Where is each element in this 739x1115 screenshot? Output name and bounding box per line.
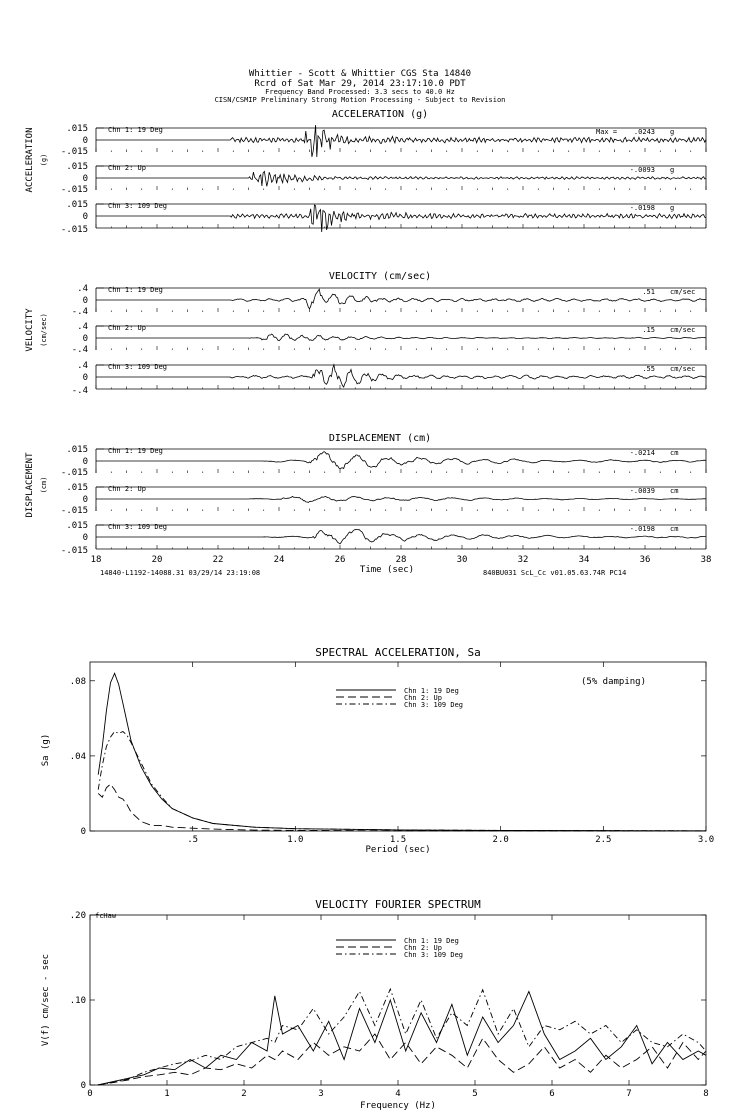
time-tick-label: 38 (700, 555, 712, 565)
velocity-traces (72, 284, 706, 396)
y-tick-label: .015 (66, 200, 88, 210)
sa-title: SPECTRAL ACCELERATION, Sa (315, 646, 481, 659)
time-axis (91, 555, 712, 565)
y-tick-label: 0 (82, 373, 88, 383)
y-tick-label: .10 (69, 996, 86, 1006)
header-line1: Whittier - Scott & Whittier CGS Sta 14840 (248, 69, 472, 79)
x-tick-label: 1.0 (287, 835, 304, 845)
plot-frame (90, 915, 706, 1085)
sa-plot (70, 662, 714, 845)
fs-corner-label: fcHaw (95, 912, 117, 920)
y-tick-label: 0 (82, 296, 88, 306)
time-tick-label: 32 (517, 555, 529, 565)
y-tick-label: .015 (66, 162, 88, 172)
y-tick-label: -.015 (60, 225, 88, 235)
sa-damping-note: (5% damping) (581, 677, 647, 687)
y-tick-label: -.015 (60, 506, 88, 516)
legend-label: Chn 2: Up (404, 944, 442, 952)
channel-label: Chn 2: Up (108, 485, 146, 493)
channel-label: Chn 2: Up (108, 164, 146, 172)
waveform-trace (96, 365, 706, 387)
y-tick-label: .015 (66, 521, 88, 531)
sa-y-axis-label: Sa (g) (41, 733, 51, 767)
channel-label: Chn 3: 109 Deg (108, 523, 168, 531)
y-tick-label: 0 (82, 457, 88, 467)
channel-label: Chn 3: 109 Deg (108, 363, 168, 371)
peak-unit: g (670, 128, 675, 136)
y-tick-label: 0 (80, 827, 86, 837)
y-tick-label: -.4 (71, 345, 88, 355)
peak-unit: cm (670, 449, 679, 457)
time-tick-label: 28 (395, 555, 407, 565)
max-prefix: Max = (596, 128, 618, 136)
sa-x-axis-label: Period (sec) (365, 845, 431, 855)
time-tick-label: 30 (456, 555, 468, 565)
peak-value: -.0198 (629, 204, 655, 212)
series-line-1 (98, 673, 706, 831)
velocity-title: VELOCITY (cm/sec) (328, 271, 432, 282)
velocity-side-label: VELOCITY (25, 308, 35, 352)
series-line-2 (98, 1034, 706, 1085)
acceleration-group (25, 109, 706, 235)
acceleration-title: ACCELERATION (g) (331, 109, 429, 120)
plot-frame (90, 662, 706, 831)
fourier-spectrum-chart (41, 898, 709, 1111)
x-tick-label: 8 (703, 1089, 709, 1099)
y-tick-label: -.015 (60, 468, 88, 478)
x-tick-label: 7 (626, 1089, 632, 1099)
time-tick-label: 36 (639, 555, 651, 565)
peak-value: .15 (642, 326, 655, 334)
channel-label: Chn 2: Up (108, 324, 146, 332)
time-tick-label: 18 (90, 555, 102, 565)
y-tick-label: -.015 (60, 147, 88, 157)
time-tick-label: 34 (578, 555, 590, 565)
y-tick-label: -.4 (71, 386, 88, 396)
channel-label: Chn 3: 109 Deg (108, 202, 168, 210)
y-tick-label: .015 (66, 124, 88, 134)
y-tick-label: 0 (82, 533, 88, 543)
peak-unit: cm/sec (670, 326, 696, 334)
displacement-traces (61, 445, 706, 556)
series-line-1 (98, 992, 706, 1086)
series-line-2 (98, 784, 706, 831)
footer-left: 14840-L1192-14088.31 03/29/14 23:19:08 (100, 569, 261, 577)
y-tick-label: .015 (66, 445, 88, 455)
waveform-trace (96, 171, 706, 186)
y-tick-label: 0 (82, 212, 88, 222)
displacement-unit-label: (cm) (40, 476, 48, 494)
channel-label: Chn 1: 19 Deg (108, 126, 163, 134)
x-tick-label: 1 (164, 1089, 170, 1099)
series-line-3 (98, 732, 706, 831)
velocity-unit-label: (cm/sec) (40, 313, 48, 347)
legend-label: Chn 1: 19 Deg (404, 687, 459, 695)
x-tick-label: 2 (241, 1089, 247, 1099)
peak-value: -.0198 (629, 525, 655, 533)
y-tick-label: 0 (82, 334, 88, 344)
time-axis-label: Time (sec) (359, 565, 415, 575)
y-tick-label: .4 (77, 322, 88, 332)
displacement-group (25, 433, 711, 577)
spectral-acceleration-chart (41, 646, 714, 855)
fs-title: VELOCITY FOURIER SPECTRUM (315, 898, 481, 911)
channel-label: Chn 1: 19 Deg (108, 447, 163, 455)
peak-unit: cm (670, 487, 679, 495)
x-tick-label: 5 (472, 1089, 478, 1099)
peak-value: -.0214 (629, 449, 655, 457)
fs-y-axis-label: V(f) cm/sec - sec (41, 953, 51, 1047)
y-tick-label: .08 (69, 676, 86, 687)
x-tick-label: .5 (187, 835, 199, 845)
waveform-trace (96, 334, 706, 341)
peak-unit: g (670, 166, 675, 174)
x-tick-label: 2.0 (492, 835, 509, 845)
y-tick-label: .20 (69, 911, 86, 921)
acceleration-side-label: ACCELERATION (25, 127, 35, 193)
peak-unit: cm/sec (670, 365, 696, 373)
peak-value: .0243 (633, 128, 655, 136)
peak-value: -.0093 (629, 166, 655, 174)
peak-unit: g (670, 204, 675, 212)
legend-label: Chn 1: 19 Deg (404, 937, 459, 945)
time-tick-label: 20 (151, 555, 163, 565)
velocity-group (25, 271, 706, 396)
y-tick-label: 0 (82, 174, 88, 184)
peak-value: .51 (642, 288, 655, 296)
y-tick-label: .04 (69, 751, 86, 762)
time-tick-label: 22 (212, 555, 224, 565)
header-line4: CISN/CSMIP Preliminary Strong Motion Processing - Subject to Revision (214, 96, 506, 104)
y-tick-label: -.015 (60, 546, 88, 556)
waveform-trace (96, 452, 706, 469)
legend-label: Chn 3: 109 Deg (404, 951, 464, 959)
x-tick-label: 3 (318, 1089, 324, 1099)
time-tick-label: 26 (334, 555, 346, 565)
header-line3: Frequency Band Processed: 3.3 secs to 40.0 Hz (265, 88, 455, 96)
time-tick-label: 24 (273, 555, 285, 565)
x-tick-label: 6 (549, 1089, 555, 1099)
y-tick-label: 0 (82, 136, 88, 146)
fs-plot (70, 911, 709, 1099)
peak-value: .55 (642, 365, 655, 373)
y-tick-label: 0 (82, 495, 88, 505)
acceleration-unit-label: (g) (40, 153, 48, 167)
waveform-trace (96, 496, 706, 502)
y-tick-label: .4 (77, 284, 88, 294)
header-line2: Rcrd of Sat Mar 29, 2014 23:17:10.0 PDT (254, 79, 466, 89)
y-tick-label: .4 (77, 361, 88, 371)
y-tick-label: -.4 (71, 307, 88, 317)
y-tick-label: 0 (80, 1081, 86, 1091)
waveform-trace (96, 530, 706, 544)
y-tick-label: .015 (66, 483, 88, 493)
x-tick-label: 0 (87, 1089, 93, 1099)
x-tick-label: 1.5 (389, 835, 407, 845)
displacement-side-label: DISPLACEMENT (25, 452, 35, 518)
peak-value: -.0039 (629, 487, 655, 495)
peak-unit: cm (670, 525, 679, 533)
displacement-title: DISPLACEMENT (cm) (328, 433, 432, 444)
acceleration-traces (61, 124, 706, 235)
footer-right: 840BU031 ScL_Cc v01.05.63.74R PC14 (483, 569, 627, 577)
channel-label: Chn 1: 19 Deg (108, 286, 163, 294)
legend-label: Chn 2: Up (404, 694, 442, 702)
legend-label: Chn 3: 109 Deg (404, 701, 464, 709)
x-tick-label: 4 (395, 1089, 401, 1099)
fs-x-axis-label: Frequency (Hz) (360, 1101, 436, 1111)
x-tick-label: 3.0 (697, 835, 715, 845)
peak-unit: cm/sec (670, 288, 696, 296)
waveform-trace (96, 289, 706, 309)
y-tick-label: -.015 (60, 185, 88, 195)
x-tick-label: 2.5 (595, 835, 612, 845)
